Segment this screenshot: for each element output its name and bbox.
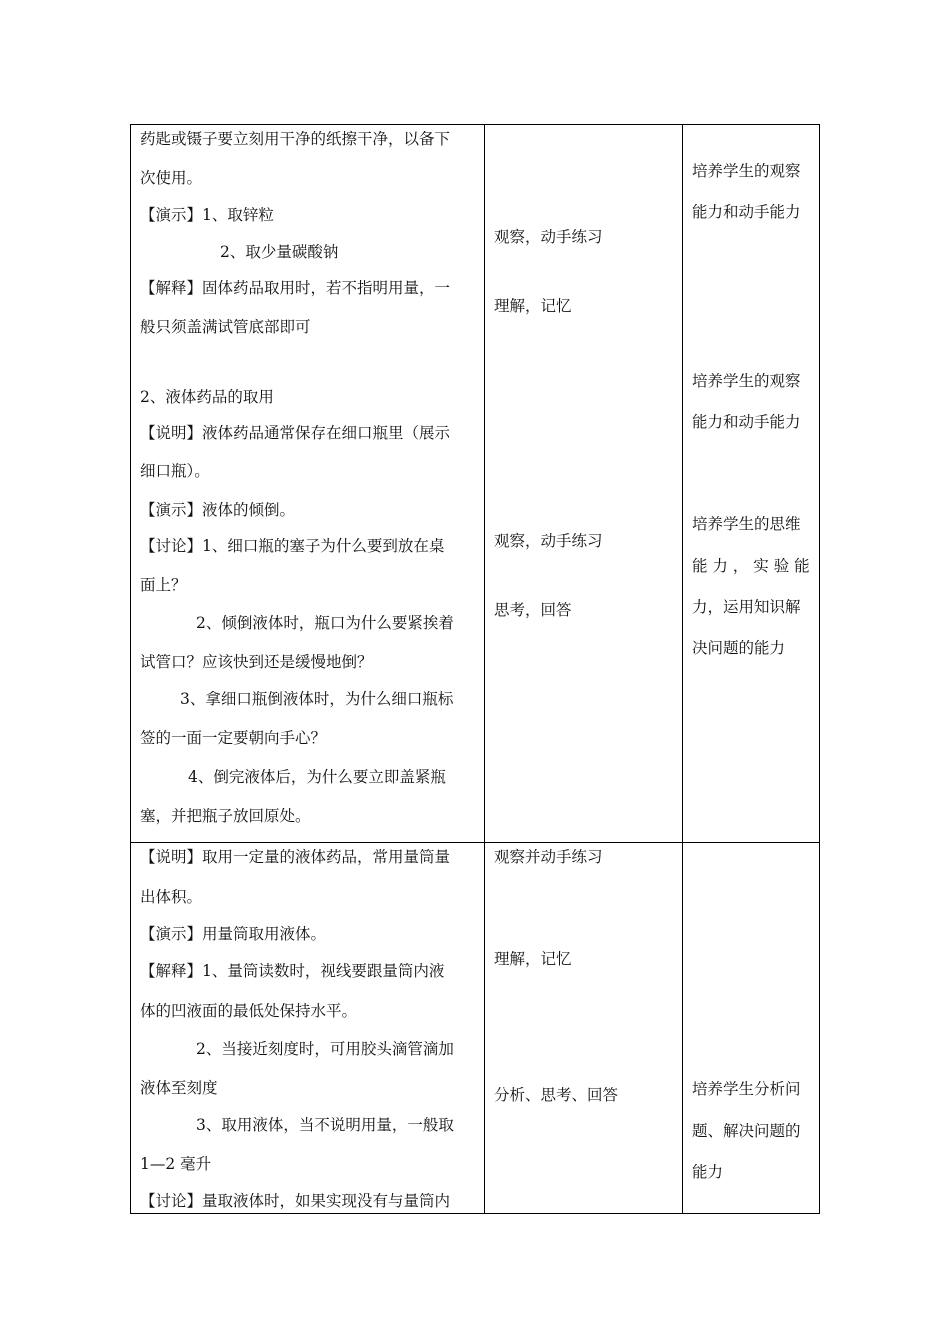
text-line: 【讨论】量取液体时，如果实现没有与量筒内	[140, 1192, 451, 1210]
text-line: 能力和动手能力	[692, 413, 801, 431]
row1-student-cell	[485, 125, 682, 842]
text-line: 观察并动手练习	[494, 848, 603, 866]
text-line: 题、解决问题的	[692, 1122, 801, 1140]
text-line: 【解释】1、量筒读数时，视线要跟量筒内液	[140, 962, 445, 980]
text-line: 签的一面一定要朝向手心？	[140, 729, 327, 747]
text-line: 观察，动手练习	[494, 532, 603, 550]
text-line: 面上？	[140, 576, 187, 594]
text-line: 培养学生的思维	[692, 515, 801, 533]
text-line: 体的凹液面的最低处保持水平。	[140, 1002, 358, 1020]
text-line: 【演示】液体的倾倒。	[140, 501, 296, 519]
text-line: 能力和动手能力	[692, 203, 801, 221]
text-line: 出体积。	[140, 888, 203, 906]
text-line: 思考，回答	[494, 601, 572, 619]
text-line: 能力	[692, 1163, 724, 1181]
row2-student-cell	[485, 843, 682, 1213]
text-line: 理解，记忆	[494, 297, 572, 315]
text-line: 液体至刻度	[140, 1079, 218, 1097]
text-line: 决问题的能力	[692, 639, 786, 657]
row2-goal-cell	[683, 843, 819, 1213]
text-line: 【演示】1、取锌粒	[140, 206, 274, 224]
text-line: 【说明】取用一定量的液体药品，常用量筒量	[140, 848, 451, 866]
text-line: 塞，并把瓶子放回原处。	[140, 807, 311, 825]
table-border-bottom	[130, 1213, 820, 1214]
text-line: 培养学生的观察	[692, 372, 801, 390]
text-line: 【说明】液体药品通常保存在细口瓶里（展示	[140, 424, 451, 442]
row1-teacher-cell	[131, 125, 484, 842]
text-line: 【解释】固体药品取用时，若不指明用量，一	[140, 279, 451, 297]
text-line: 2、当接近刻度时，可用胶头滴管滴加	[196, 1040, 454, 1058]
text-line: 分析、思考、回答	[494, 1086, 619, 1104]
row1-goal-cell	[683, 125, 819, 842]
text-line: 细口瓶）。	[140, 462, 210, 480]
text-line: 培养学生分析问	[692, 1080, 801, 1098]
text-line: 【演示】用量筒取用液体。	[140, 925, 327, 943]
text-line: 次使用。	[140, 169, 203, 187]
text-line: 3、拿细口瓶倒液体时，为什么细口瓶标	[180, 690, 454, 708]
text-line: 2、液体药品的取用	[140, 388, 274, 406]
text-line: 3、取用液体，当不说明用量，一般取	[196, 1116, 454, 1134]
text-line: 能 力 ， 实 验 能	[692, 557, 810, 575]
text-line: 1—2 毫升	[140, 1155, 212, 1173]
table-border-right	[819, 124, 820, 1214]
text-line: 4、倒完液体后，为什么要立即盖紧瓶	[188, 768, 446, 786]
text-line: 力，运用知识解	[692, 598, 801, 616]
text-line: 【讨论】1、细口瓶的塞子为什么要到放在桌	[140, 537, 445, 555]
text-line: 观察，动手练习	[494, 228, 603, 246]
text-line: 试管口？应该快到还是缓慢地倒？	[140, 653, 373, 671]
text-line: 般只须盖满试管底部即可	[140, 318, 311, 336]
text-line: 理解，记忆	[494, 950, 572, 968]
row2-teacher-cell	[131, 843, 484, 1213]
text-line: 药匙或镊子要立刻用干净的纸擦干净，以备下	[140, 130, 451, 148]
text-line: 2、倾倒液体时，瓶口为什么要紧挨着	[196, 614, 454, 632]
text-line: 2、取少量碳酸钠	[220, 243, 339, 261]
text-line: 培养学生的观察	[692, 162, 801, 180]
